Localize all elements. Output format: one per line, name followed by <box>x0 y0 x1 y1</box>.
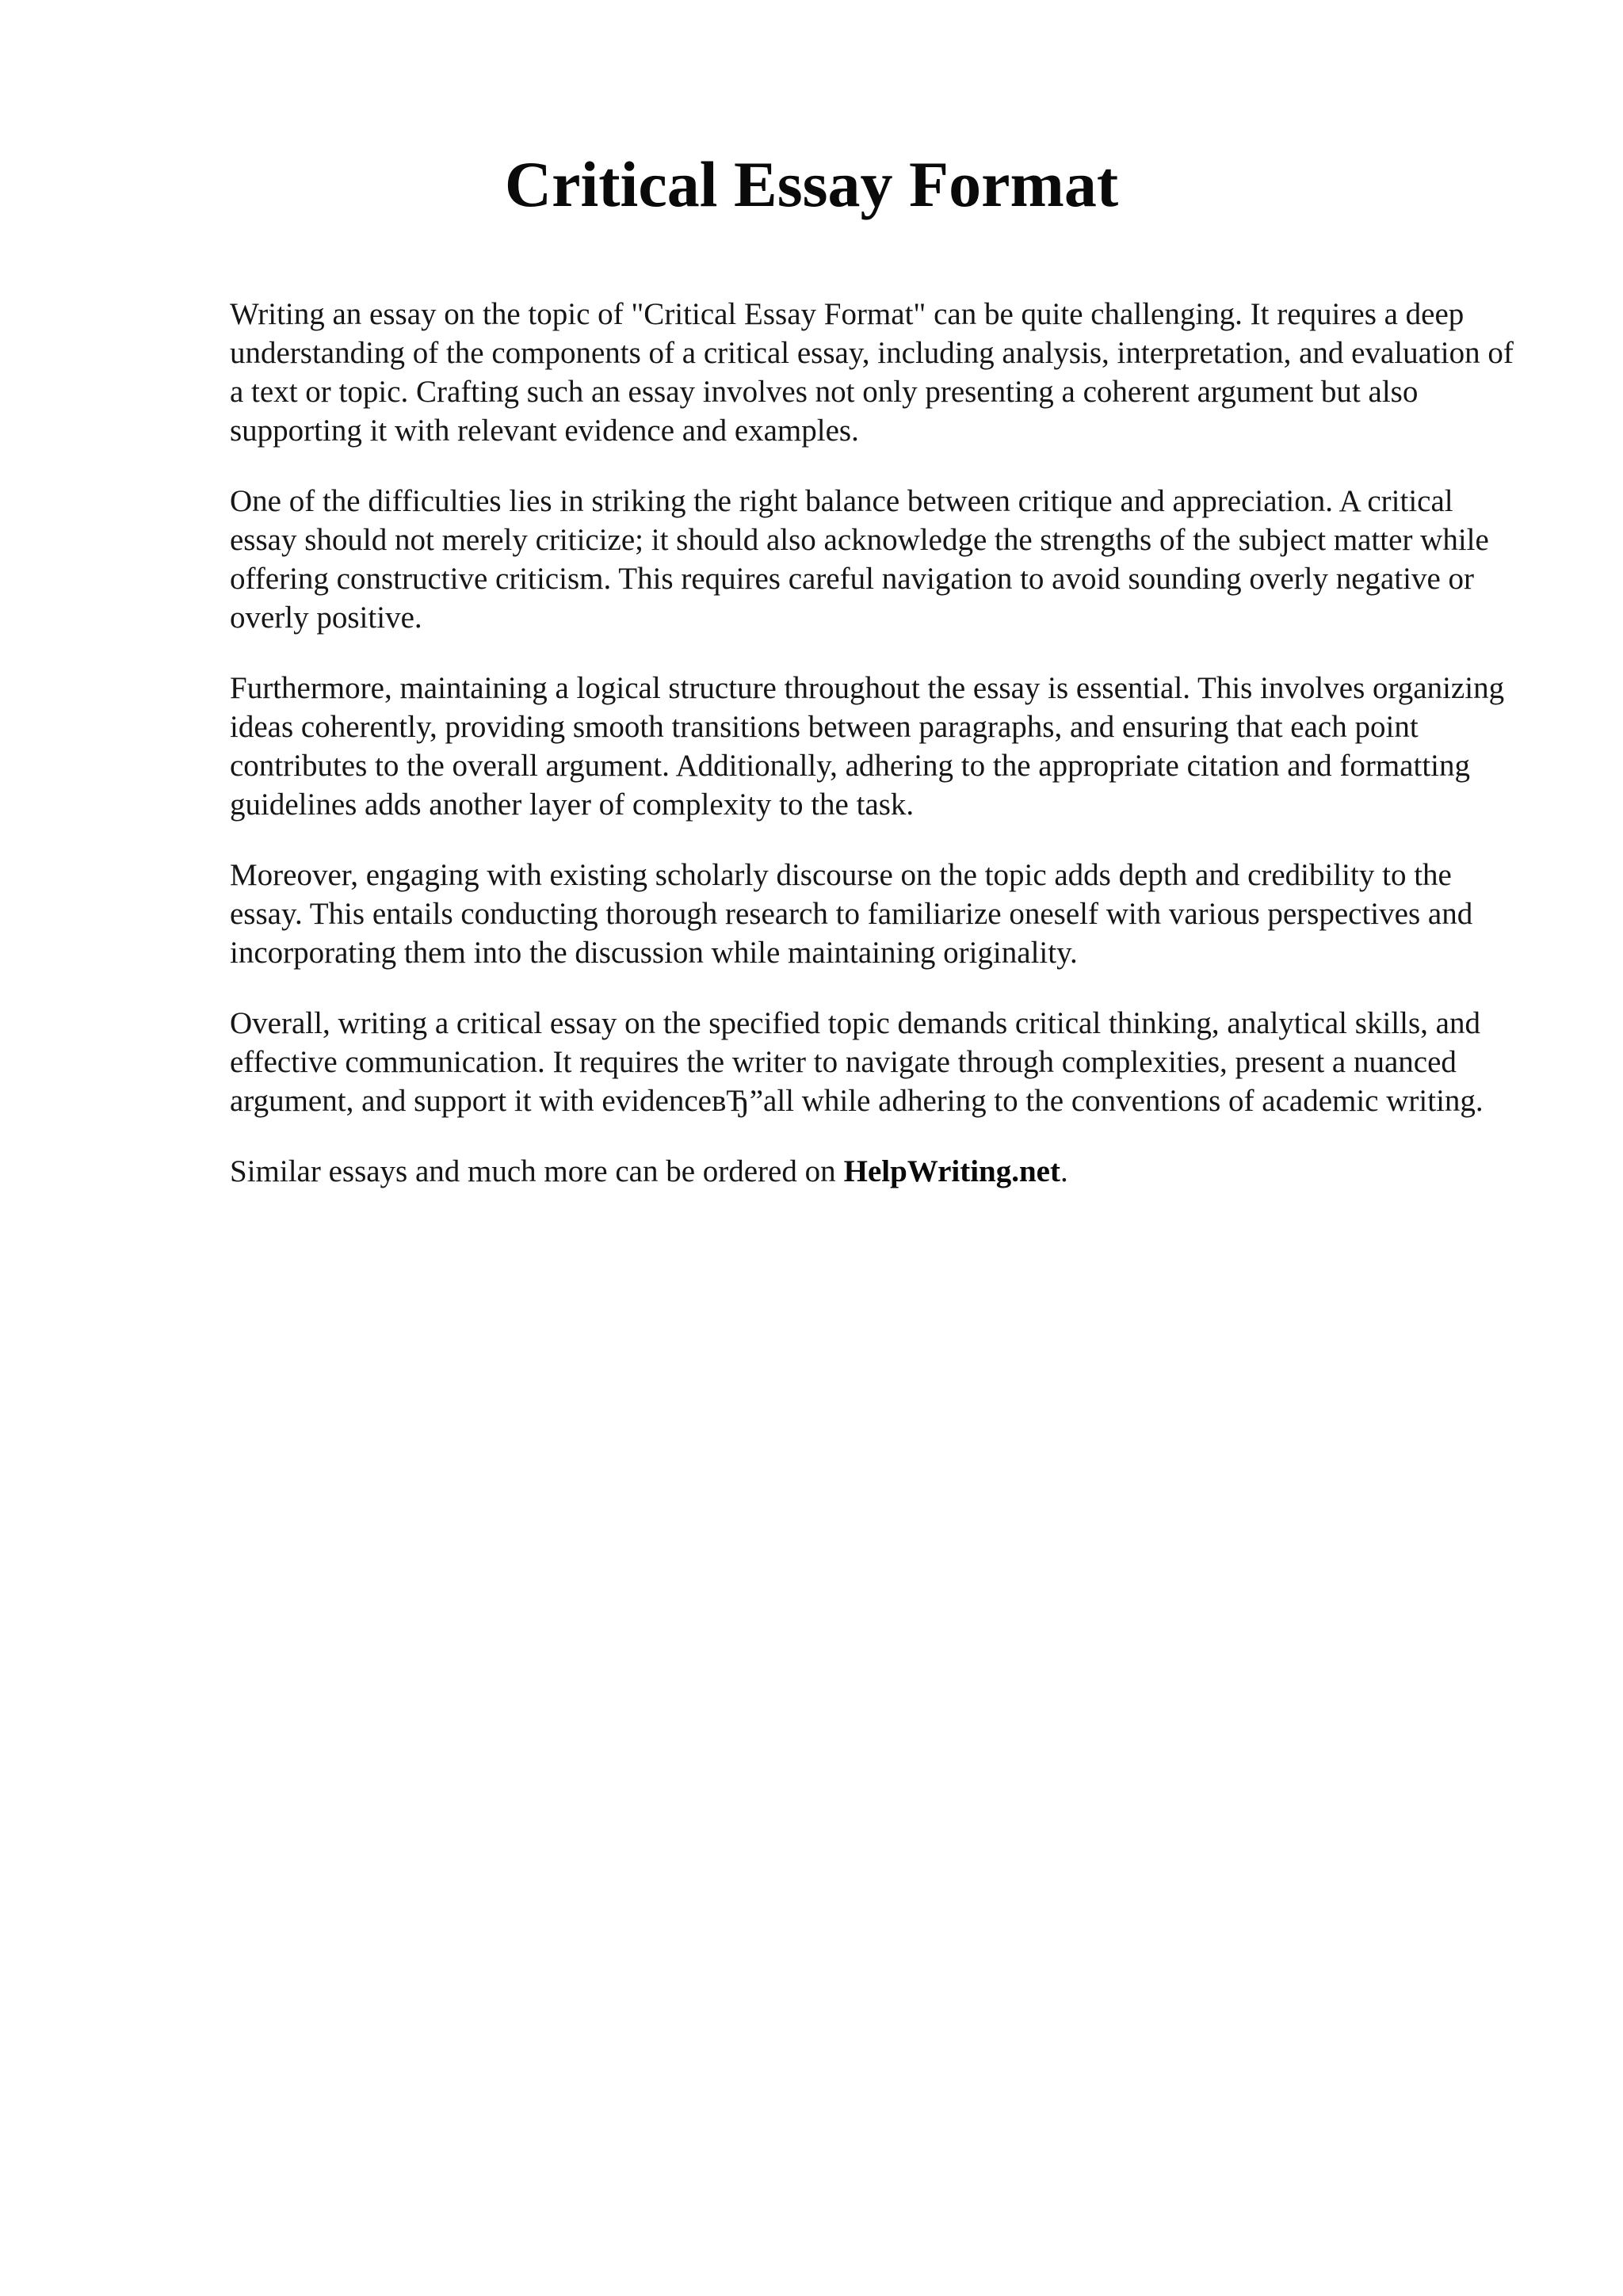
essay-body <box>230 295 1518 1222</box>
brand-name: HelpWriting.net <box>843 1154 1060 1188</box>
paragraph-5: Overall, writing a critical essay on the specified topic demands critical thinking, analytical skills, and effective communication. It requires the writer to navigate through complexities, present a nuanced argument, and support it with evidenceвЂ”all while adhering to the conventions of academic writing. <box>230 1006 1484 1118</box>
cta-suffix: . <box>1060 1154 1068 1188</box>
paragraph-1: Writing an essay on the topic of "Critical Essay Format" can be quite challenging. It requires a deep understanding of the components of a critical essay, including analysis, interpretation, and evaluation of a text or topic. Crafting such an essay involves not only presenting a coherent argument but also supporting it with relevant evidence and examples. <box>230 297 1514 448</box>
paragraph-2: One of the difficulties lies in striking the right balance between critique and appreciation. A critical essay should not merely criticize; it should also acknowledge the strengths of the subject matter while offering constructive criticism. This requires careful navigation to avoid sounding overly negative or overly positive. <box>230 484 1489 635</box>
paragraph-4: Moreover, engaging with existing scholarly discourse on the topic adds depth and credibility to the essay. This entails conducting thorough research to familiarize oneself with various perspectives and incorporating them into the discussion while maintaining originality. <box>230 858 1473 970</box>
order-cta <box>230 1152 1518 1191</box>
page-title: Critical Essay Format <box>504 148 1119 220</box>
cta-prefix: Similar essays and much more can be ordered on <box>230 1154 836 1188</box>
paragraph-3: Furthermore, maintaining a logical structure throughout the essay is essential. This involves organizing ideas coherently, providing smooth transitions between paragraphs, and ensuring that each point contributes to the overall argument. Additionally, adhering to the appropriate citation and formatting guidelines adds another layer of complexity to the task. <box>230 671 1505 822</box>
